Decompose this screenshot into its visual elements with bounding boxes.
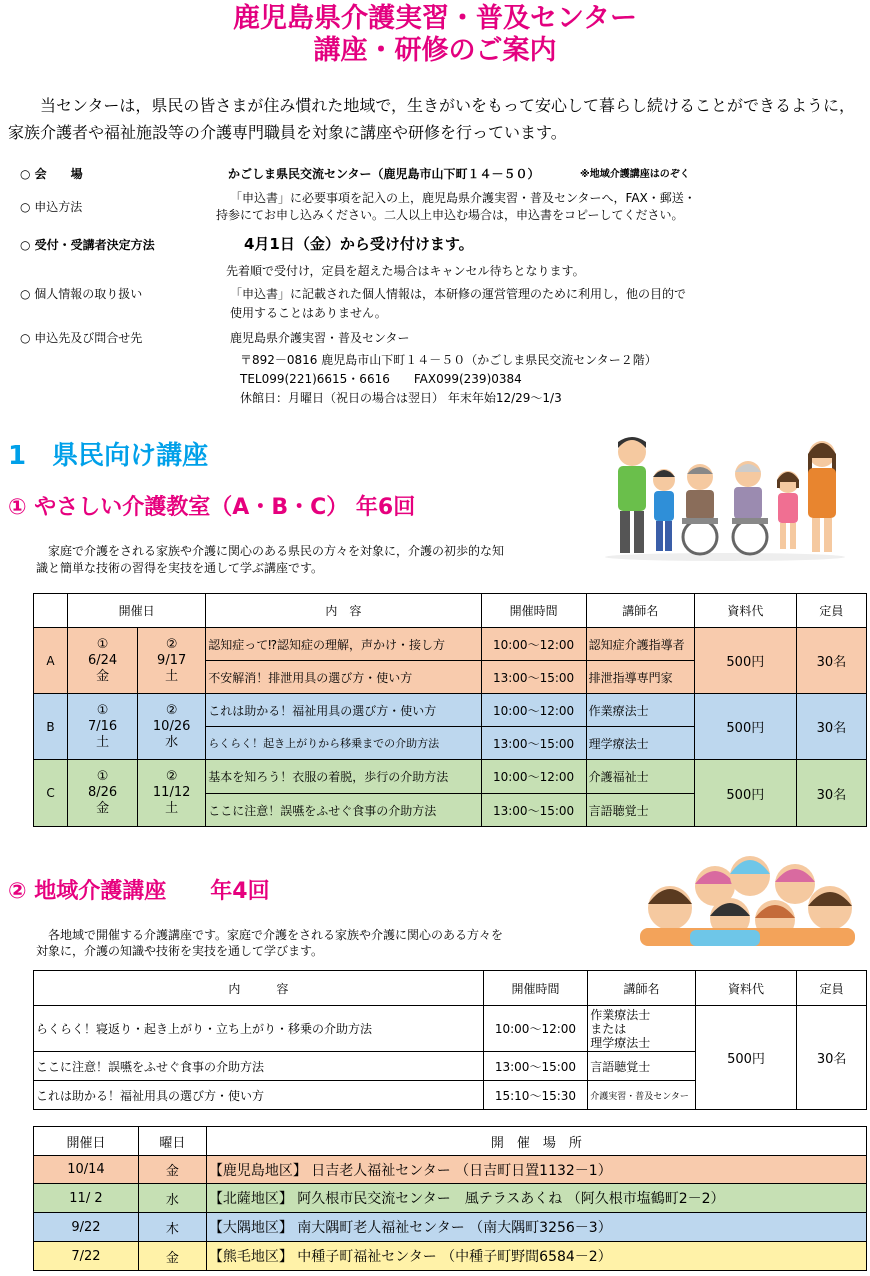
content-cell: ここに注意！誤嚥をふせぐ食事の介助方法 [206, 794, 481, 827]
date-cell: 9/22 [34, 1213, 139, 1242]
time-cell: 13:00～15:00 [483, 1052, 588, 1081]
venue-value: かごしま県民交流センター（鹿児島市山下町１４－５０） [228, 167, 540, 181]
fee-cell: 500円 [694, 760, 796, 827]
time-cell: 13:00～15:00 [481, 727, 586, 760]
header-group [34, 594, 68, 628]
date-cell: 7/22 [34, 1242, 139, 1271]
date-cell: ① 7/16 土 [68, 694, 138, 760]
header-dow: 曜日 [138, 1127, 206, 1156]
venue-note: ※地域介護講座はのぞく [580, 169, 690, 180]
lecturer-cell: 認知症介護指導者 [586, 628, 694, 661]
header-fee: 資料代 [694, 594, 796, 628]
content-cell: 認知症って⁉認知症の理解，声かけ・接し方 [206, 628, 481, 661]
contact-closed: 休館日：月曜日（祝日の場合は翌日） 年末年始12/29～1/3 [240, 391, 562, 405]
date-cell: ② 10/26 水 [138, 694, 206, 760]
time-cell: 10:00～12:00 [481, 628, 586, 661]
table-row [34, 760, 867, 794]
apply-line1: 「申込書」に必要事項を記入の上，鹿児島県介護実習・普及センターへ，FAX・郵送・ [230, 191, 696, 205]
caregivers-illustration [630, 846, 865, 946]
dow-cell: 木 [138, 1213, 206, 1242]
content-cell: らくらく！起き上がりから移乗までの介助方法 [206, 727, 481, 760]
header-lecturer: 講師名 [588, 971, 695, 1006]
content-cell: これは助かる！福祉用具の選び方・使い方 [34, 1081, 484, 1110]
page-title: 鹿児島県介護実習・普及センター [233, 3, 637, 34]
place-cell: 【鹿児島地区】 日吉老人福祉センター （日吉町日置1132－1） [206, 1156, 866, 1184]
lecturer-cell: 介護実習・普及センター [588, 1081, 695, 1110]
header-date: 開催日 [68, 594, 206, 628]
fee-cell: 500円 [694, 628, 796, 694]
table-row [34, 1184, 867, 1213]
capacity-cell: 30名 [796, 628, 866, 694]
contact-label: ○ 申込先及び問合せ先 [20, 331, 143, 345]
section1-title: 1 県民向け講座 [8, 441, 209, 471]
privacy-label: ○ 個人情報の取り扱い [20, 287, 143, 301]
dow-cell: 金 [138, 1242, 206, 1271]
privacy-line1: 「申込書」に記載された個人情報は，本研修の運営管理のために利用し，他の目的で [230, 287, 687, 301]
time-cell: 13:00～15:00 [481, 794, 586, 827]
group-label: C [34, 760, 68, 827]
lecturer-cell: 介護福祉士 [586, 760, 694, 794]
table-row [34, 628, 867, 661]
contact-tel: TEL099(221)6615・6616 FAX099(239)0384 [240, 372, 522, 386]
time-cell: 10:00～12:00 [481, 760, 586, 794]
accept-label: ○ 受付・受講者決定方法 [20, 238, 155, 252]
date-cell: ① 6/24 金 [68, 628, 138, 694]
time-cell: 10:00～12:00 [483, 1006, 588, 1052]
content-cell: ここに注意！誤嚥をふせぐ食事の介助方法 [34, 1052, 484, 1081]
content-cell: これは助かる！福祉用具の選び方・使い方 [206, 694, 481, 727]
contact-name: 鹿児島県介護実習・普及センター [230, 331, 410, 345]
place-cell: 【北薩地区】 阿久根市民交流センター 風テラスあくね （阿久根市塩鶴町2－2） [206, 1184, 866, 1213]
course2-table [33, 970, 867, 1110]
header-time: 開催時間 [481, 594, 586, 628]
venue-label: ○ 会 場 [20, 167, 83, 181]
lecturer-cell: 言語聴覚士 [588, 1052, 695, 1081]
privacy-line2: 使用することはありません。 [230, 306, 387, 320]
header-fee: 資料代 [695, 971, 797, 1006]
course1-desc-line1: 家庭で介護をされる家族や介護に関心のある県民の方々を対象に，介護の初歩的な知 [48, 544, 505, 558]
place-cell: 【大隅地区】 南大隅町老人福祉センター （南大隅町3256－3） [206, 1213, 866, 1242]
time-cell: 15:10～15:30 [483, 1081, 588, 1110]
lecturer-cell: 言語聴覚士 [586, 794, 694, 827]
table-row [34, 1242, 867, 1271]
page-subtitle: 講座・研修のご案内 [313, 35, 557, 66]
lecturer-cell: 作業療法士 [586, 694, 694, 727]
date-cell: ① 8/26 金 [68, 760, 138, 827]
content-cell: らくらく！寝返り・起き上がり・立ち上がり・移乗の介助方法 [34, 1006, 484, 1052]
apply-label: ○ 申込方法 [20, 200, 83, 214]
header-content: 内 容 [34, 971, 484, 1006]
date-cell: ② 11/12 土 [138, 760, 206, 827]
date-cell: ② 9/17 土 [138, 628, 206, 694]
table-row [34, 1213, 867, 1242]
content-cell: 基本を知ろう！衣服の着脱，歩行の介助方法 [206, 760, 481, 794]
lecturer-cell: 排泄指導専門家 [586, 661, 694, 694]
accept-value: 4月1日（金）から受け付けます。 [244, 235, 474, 253]
header-date: 開催日 [34, 1127, 139, 1156]
content-cell: 不安解消！排泄用具の選び方・使い方 [206, 661, 481, 694]
course2-desc-line2: 対象に，介護の知識や技術を実技を通して学びます。 [36, 944, 324, 958]
group-label: B [34, 694, 68, 760]
table-row [34, 1156, 867, 1184]
capacity-cell: 30名 [797, 1006, 867, 1110]
group-label: A [34, 628, 68, 694]
header-content: 内 容 [206, 594, 481, 628]
course2-desc-line1: 各地域で開催する介護講座です。家庭で介護をされる家族や介護に関心のある方々を [48, 928, 504, 942]
header-capacity: 定員 [796, 594, 866, 628]
table-row [34, 694, 867, 727]
capacity-cell: 30名 [796, 694, 866, 760]
fee-cell: 500円 [695, 1006, 797, 1110]
course1-title: ① やさしい介護教室（A・B・C） 年6回 [8, 495, 416, 520]
contact-address: 〒892－0816 鹿児島市山下町１４－５０（かごしま県民交流センター２階） [240, 353, 657, 367]
header-time: 開催時間 [483, 971, 588, 1006]
family-illustration [600, 432, 850, 562]
place-cell: 【熊毛地区】 中種子町福祉センター （中種子町野間6584－2） [206, 1242, 866, 1271]
accept-note: 先着順で受付け，定員を超えた場合はキャンセル待ちとなります。 [226, 264, 585, 278]
capacity-cell: 30名 [796, 760, 866, 827]
table-row [34, 1006, 867, 1052]
header-lecturer: 講師名 [586, 594, 694, 628]
dow-cell: 水 [138, 1184, 206, 1213]
schedule-table [33, 1126, 867, 1271]
lecturer-cell: 理学療法士 [586, 727, 694, 760]
course1-table [33, 593, 867, 827]
date-cell: 10/14 [34, 1156, 139, 1184]
apply-line2: 持参にてお申し込みください。二人以上申込む場合は，申込書をコピーしてください。 [216, 208, 684, 222]
lecturer-cell: 作業療法士 または 理学療法士 [588, 1006, 695, 1052]
dow-cell: 金 [138, 1156, 206, 1184]
fee-cell: 500円 [694, 694, 796, 760]
date-cell: 11/ 2 [34, 1184, 139, 1213]
intro-text: 当センターは，県民の皆さまが住み慣れた地域で，生きがいをもって安心して暮らし続けることができるように，家族介護者や福祉施設等の介護専門職員を対象に講座や研修を行っています。 [8, 96, 856, 142]
header-place: 開 催 場 所 [206, 1127, 866, 1156]
header-capacity: 定員 [797, 971, 867, 1006]
time-cell: 13:00～15:00 [481, 661, 586, 694]
course1-desc-line2: 識と簡単な技術の習得を実技を通して学ぶ講座です。 [36, 561, 324, 575]
time-cell: 10:00～12:00 [481, 694, 586, 727]
course2-title: ② 地域介護講座 年4回 [8, 879, 270, 904]
